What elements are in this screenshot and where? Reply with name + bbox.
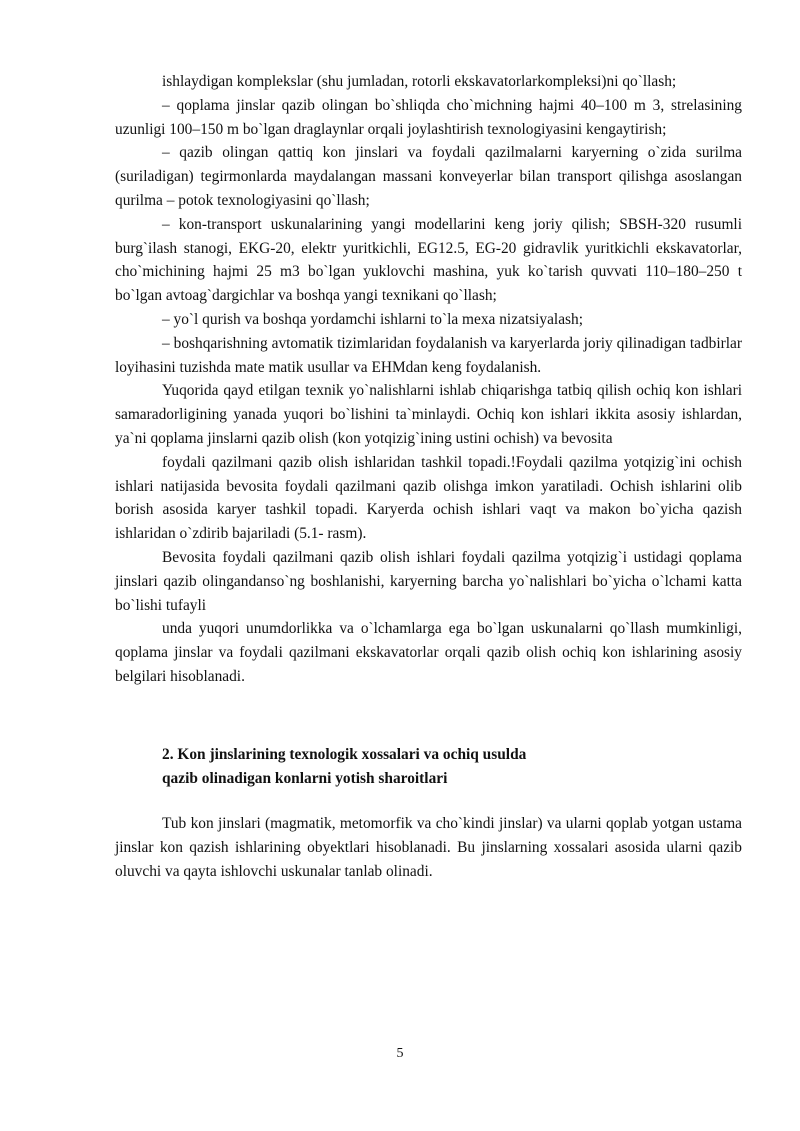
paragraph: foydali qazilmani qazib olish ishlaridan tashkil topadi.!Foydali qazilma yotqizig`ini ochish ishlari natijasida bevosita foydali qazilmani qazib olishga imkon yaratiladi. Ochish ishlarini olib borish asosida karyer tashkil topadi. Karyerda ochish ishlari vaqt va makon bo`yicha qazish ishlaridan o`zdirib bajariladi (5.1- rasm). (115, 453, 742, 543)
paragraph: – qoplama jinslar qazib olingan bo`shliqda cho`michning hajmi 40–100 m 3, strelasining uzunligi 100–150 m bo`lgan draglaynlar orqali joylashtirish texnologiyasini kengaytirish; (115, 96, 742, 138)
page-number: 5 (396, 1046, 404, 1061)
paragraph: Tub kon jinslari (magmatik, metomorfik va cho`kindi jinslar) va ularni qoplab yotgan ustama jinslar kon qazish ishlarining obyektlari hisoblanadi. Bu jinslarning xossalari asosida ularni qazib oluvchi va qayta ishlovchi uskunalar tanlab olinadi. (115, 815, 742, 880)
paragraph: Yuqorida qayd etilgan texnik yo`nalishlarni ishlab chiqarishga tatbiq qilish ochiq kon ishlari samaradorligining yanada yuqori bo`lishini ta`minlaydi. Ochiq kon ishlari ikkita asosiy ishlardan, ya`ni qoplama jinslarni qazib olish (kon yotqizig`ining ustini ochish) va bevosita (115, 382, 742, 447)
paragraph: ishlaydigan komplekslar (shu jumladan, rotorli ekskavatorlarkompleksi)ni qo`llash; (162, 73, 677, 90)
paragraph: unda yuqori unumdorlikka va o`lchamlarga ega bo`lgan uskunalarni qo`llash mumkinligi, qoplama jinslar va foydali qazilmani ekskavatorlar orqali qazib olish ochiq kon ishlarining asosiy belgilari hisoblanadi. (115, 620, 742, 685)
section-heading (162, 743, 742, 791)
paragraph: – kon-transport uskunalarining yangi modellarini keng joriy qilish; SBSH-320 rusumli burg`ilash stanogi, EKG-20, elektr yuritkichli, EG12.5, EG-20 gidravlik yuritkichli ekskavatorlar, cho`michining hajmi 25 m3 bo`lgan yuklovchi mashina, yuk ko`tarish quvvati 110–180–250 t bo`lgan avtoag`dargichlar va boshqa yangi texnikani qo`llash; (115, 215, 742, 305)
body-text (115, 70, 742, 884)
paragraph: – qazib olingan qattiq kon jinslari va foydali qazilmalarni karyerning o`zida surilma (suriladigan) tegirmonlarda maydalangan massani konveyerlar bilan transport qilishga asoslangan qurilma – potok texnologiyasini qo`llash; (115, 144, 742, 209)
section-heading-line-1: 2. Kon jinslarining texnologik xossalari va ochiq usulda (162, 745, 527, 763)
paragraph: Bevosita foydali qazilmani qazib olish ishlari foydali qazilma yotqizig`i ustidagi qoplama jinslari qazib olingandanso`ng boshlanishi, karyerning barcha yo`nalishlari bo`yicha o`lchami katta bo`lishi tufayli (115, 548, 742, 614)
paragraph: – boshqarishning avtomatik tizimlaridan foydalanish va karyerlarda joriy qilinadigan tadbirlar loyihasini tuzishda mate matik usullar va EHMdan keng foydalanish. (115, 334, 742, 376)
section-heading-line-2: qazib olinadigan konlarni yotish sharoitlari (162, 769, 448, 787)
paragraph: – yo`l qurish va boshqa yordamchi ishlarni to`la mexa nizatsiyalash; (162, 310, 584, 328)
